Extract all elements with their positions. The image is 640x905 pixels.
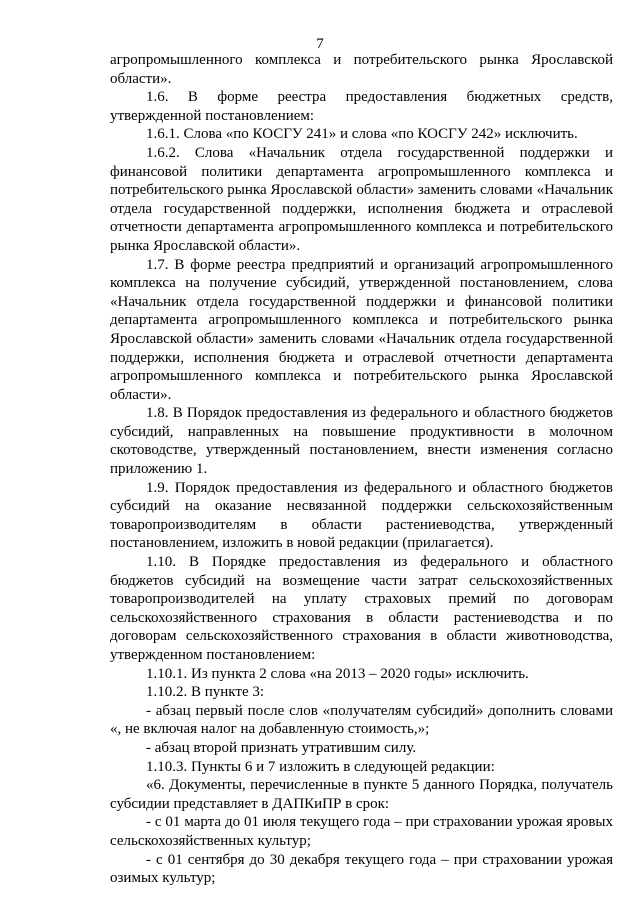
paragraph-1-10: 1.10. В Порядке предоставления из федерального и областного бюджетов субсидий на возмещение части затрат сельскохозяйственных товаропроизводителей на уплату страховых премий по договорам сельскохозяйственного страхования в области растениеводства и по договорам сельскохозяйственного страхования в области животноводства, утвержденном постановлением: [110, 554, 613, 663]
page-number: 7 [316, 36, 324, 52]
paragraph-continuation: агропромышленного комплекса и потребительского рынка Ярославской области». [110, 52, 613, 87]
paragraph-1-7: 1.7. В форме реестра предприятий и организаций агропромышленного комплекса на получение субсидий, утвержденной постановлением, слова «Начальник отдела государственной поддержки и финансовой политики департамента агропромышленного комплекса и потребительского рынка Ярославской области» заменить словами «Начальник отдела государственной поддержки, исполнения бюджета и отраслевой отчетности департамента агропромышленного комплекса и потребительского рынка Ярославской области». [110, 256, 613, 403]
document-body [110, 51, 613, 888]
paragraph-1-6-1: 1.6.1. Слова «по КОСГУ 241» и слова «по КОСГУ 242» исключить. [146, 126, 578, 143]
paragraph-1-10-1: 1.10.1. Из пункта 2 слова «на 2013 – 2020 годы» исключить. [146, 665, 529, 682]
paragraph-1-10-2: 1.10.2. В пункте 3: [146, 684, 265, 701]
paragraph-1-8: 1.8. В Порядок предоставления из федерального и областного бюджетов субсидий, направленных на повышение продуктивности в молочном скотоводстве, утвержденный постановлением, внести изменения согласно приложению 1. [110, 405, 613, 478]
paragraph-item-6: «6. Документы, перечисленные в пункте 5 данного Порядка, получатель субсидии представляет в ДАПКиПР в срок: [110, 777, 613, 812]
paragraph-1-9: 1.9. Порядок предоставления из федерального и областного бюджетов субсидий на оказание несвязанной поддержки сельскохозяйственным товаропроизводителям в области растениеводства, утвержденный постановлением, изложить в новой редакции (прилагается). [110, 479, 613, 552]
paragraph-1-10-2-item-2: - абзац второй признать утратившим силу. [146, 739, 417, 756]
paragraph-1-6: 1.6. В форме реестра предоставления бюджетных средств, утвержденной постановлением: [110, 89, 613, 124]
paragraph-1-10-3: 1.10.3. Пункты 6 и 7 изложить в следующей редакции: [146, 758, 495, 775]
paragraph-item-6-term-2: - с 01 сентября до 30 декабря текущего года – при страховании урожая озимых культур; [110, 851, 613, 887]
paragraph-item-6-term-1: - с 01 марта до 01 июля текущего года – при страховании урожая яровых сельскохозяйственных культур; [110, 814, 613, 849]
paragraph-1-6-2: 1.6.2. Слова «Начальник отдела государственной поддержки и финансовой политики департамента агропромышленного комплекса и потребительского рынка Ярославской области» заменить словами «Начальник отдела государственной поддержки, исполнения бюджета и отраслевой отчетности департамента агропромышленного комплекса и потребительского рынка Ярославской области». [110, 144, 613, 254]
paragraph-1-10-2-item-1: - абзац первый после слов «получателям субсидий» дополнить словами «, не включая налог на добавленную стоимость,»; [110, 702, 613, 738]
